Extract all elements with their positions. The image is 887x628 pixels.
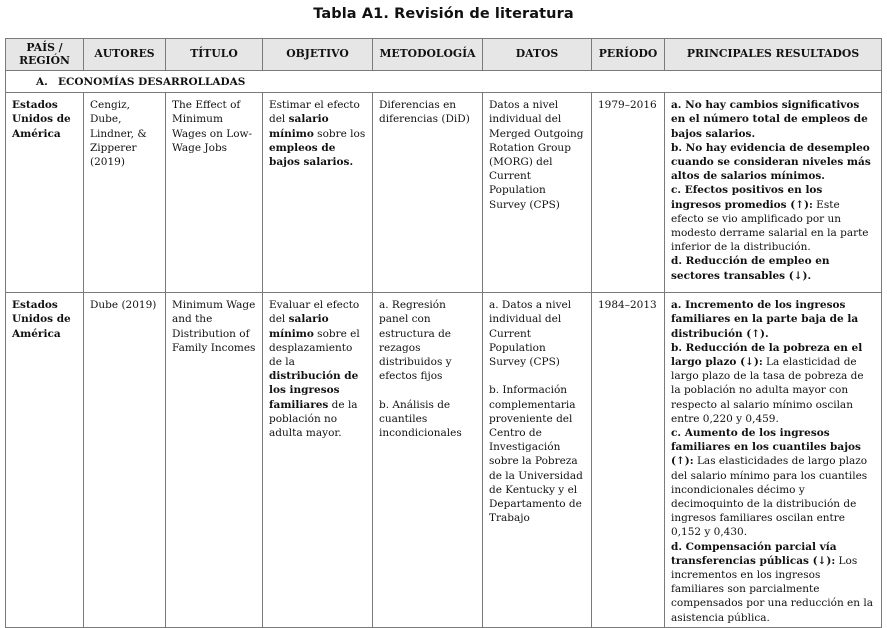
result-b: b. No hay evidencia de desempleo cuando se consideran niveles más altos de salarios mínimos. (671, 141, 871, 183)
cell-objetivo: Evaluar el efecto del salario mínimo sobre el desplazamiento de la distribución de los ingresos familiares de la población no adulta mayor. (263, 293, 373, 628)
result-d: d. Compensación parcial vía transferencias públicas (↓): Los incrementos en los ingresos familiares son parcialmente compensados por una reducción en la asistencia pública. (671, 540, 873, 624)
section-label: ECONOMÍAS DESARROLLADAS (58, 76, 246, 88)
data-a: a. Datos a nivel individual del Current Population Survey (CPS) (489, 299, 572, 369)
cell-resultados (665, 293, 882, 628)
result-d: d. Reducción de empleo en sectores transables (↓). (671, 255, 830, 282)
cell-resultados (665, 93, 882, 293)
header-region: PAÍS / REGIÓN (6, 39, 84, 71)
section-letter: A. (36, 76, 48, 88)
cell-region: Estados Unidos de América (6, 93, 84, 293)
cell-autores: Dube (2019) (84, 293, 166, 628)
header-metodologia: METODOLOGÍA (373, 39, 483, 71)
result-c: c. Aumento de los ingresos familiares en los cuantiles bajos (↑): Las elasticidades de largo plazo del salario mínimo para los cuantiles incondicionales décimo y decimoquinto de la distribución de ingresos familiares oscilan entre 0,152 y 0,430. (671, 427, 868, 539)
result-a: a. Incremento de los ingresos familiares en la parte baja de la distribución (↑). (671, 299, 859, 340)
cell-periodo: 1979–2016 (592, 93, 665, 293)
header-titulo: TÍTULO (166, 39, 263, 71)
header-autores: AUTORES (84, 39, 166, 71)
cell-titulo: Minimum Wage and the Distribution of Family Incomes (166, 293, 263, 628)
table-title: Tabla A1. Revisión de literatura (313, 6, 574, 22)
header-objetivo: OBJETIVO (263, 39, 373, 71)
header-periodo: PERÍODO (592, 39, 665, 71)
table-header-row (6, 39, 882, 71)
cell-objetivo: Estimar el efecto del salario mínimo sobre los empleos de bajos salarios. (263, 93, 373, 293)
table-row (6, 93, 882, 293)
literature-review-table (5, 38, 882, 628)
data-b: b. Información complementaria proveniente del Centro de Investigación sobre la Pobreza de la Universidad de Kentucky y el Departamento de Trabajo (489, 384, 583, 525)
cell-autores: Cengiz, Dube, Lindner, & Zipperer (2019) (84, 93, 166, 293)
cell-datos: Datos a nivel individual del Merged Outgoing Rotation Group (MORG) del Current Population Survey (CPS) (483, 93, 592, 293)
cell-titulo: The Effect of Minimum Wages on Low-Wage Jobs (166, 93, 263, 293)
cell-region: Estados Unidos de América (6, 293, 84, 628)
section-row (6, 71, 882, 93)
cell-metodologia (373, 293, 483, 628)
method-a: a. Regresión panel con estructura de rezagos distribuidos y efectos fijos (379, 299, 452, 383)
result-a: a. No hay cambios significativos en el número total de empleos de bajos salarios. (671, 99, 868, 140)
result-c: c. Efectos positivos en los ingresos promedios (↑): Este efecto se vio amplificado por un modesto derrame salarial en la parte inferior de la distribución. (671, 184, 869, 254)
cell-metodologia: Diferencias en diferencias (DiD) (373, 93, 483, 293)
header-datos: DATOS (483, 39, 592, 71)
section-heading (6, 71, 882, 93)
method-b: b. Análisis de cuantiles incondicionales (379, 398, 462, 440)
result-b: b. Reducción de la pobreza en el largo plazo (↓): La elasticidad de largo plazo de la tasa de pobreza de la población no adulta mayor con respecto al salario mínimo oscilan entre 0,220 y 0,459. (671, 341, 864, 425)
cell-datos (483, 293, 592, 628)
table-row (6, 293, 882, 628)
header-resultados: PRINCIPALES RESULTADOS (665, 39, 882, 71)
cell-periodo: 1984–2013 (592, 293, 665, 628)
